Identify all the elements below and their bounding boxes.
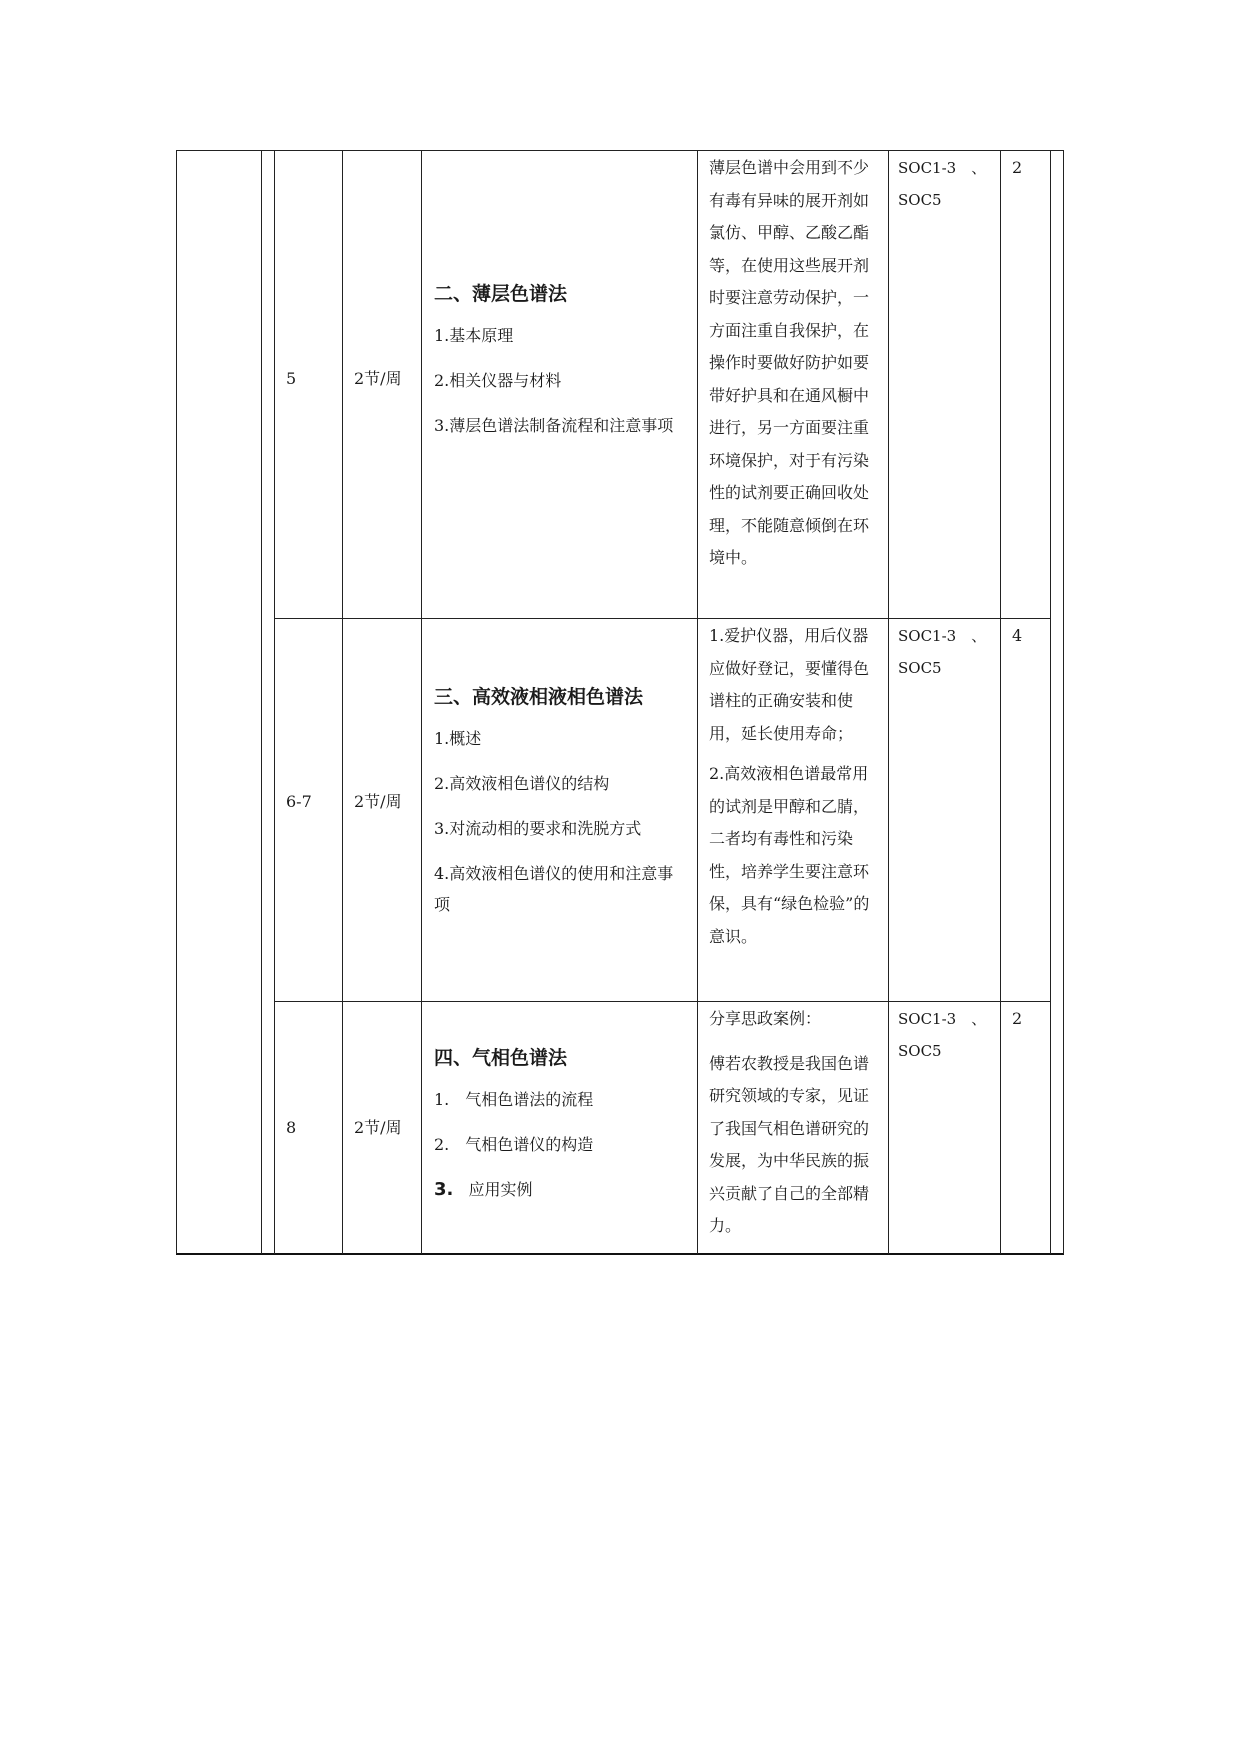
outcome-cell <box>898 152 998 216</box>
ideology-cell <box>709 152 880 583</box>
content-item: 3.薄层色谱法制备流程和注意事项 <box>434 416 674 435</box>
hours-cell: 2节/周 <box>354 369 402 388</box>
ideology-paragraph: 薄层色谱中会用到不少有毒有异味的展开剂如氯仿、甲醇、乙酸乙酯等，在使用这些展开剂时要注意劳动保护，一方面注重自我保护，在操作时要做好防护如要带好护具和在通风橱中进行，另一方面要注重环境保护，对于有污染性的试剂要正确回收处理，不能随意倾倒在环境中。 <box>709 158 870 567</box>
ideology-paragraph: 1.爱护仪器，用后仪器应做好登记，要懂得色谱柱的正确安装和使用，延长使用寿命； <box>709 626 870 743</box>
content-item: 1.概述 <box>434 729 482 748</box>
outcome-line: SOC5 <box>898 1042 942 1060</box>
content-item: 2.相关仪器与材料 <box>434 371 562 390</box>
outcome-line: SOC5 <box>898 191 942 209</box>
credit-cell: 2 <box>1012 158 1023 177</box>
outcome-line: SOC1-3 、 <box>898 627 987 645</box>
col-divider <box>1000 150 1001 1254</box>
outcome-line: SOC5 <box>898 659 942 677</box>
content-cell <box>434 683 688 934</box>
outcome-line: SOC1-3 、 <box>898 1010 987 1028</box>
row-separator <box>274 1001 1050 1002</box>
col-divider <box>888 150 889 1254</box>
content-item: 3.对流动相的要求和洗脱方式 <box>434 819 642 838</box>
col-divider <box>261 150 262 1254</box>
col-divider <box>421 150 422 1254</box>
credit-cell: 2 <box>1012 1009 1023 1028</box>
week-cell: 8 <box>286 1118 297 1137</box>
table-left-border <box>176 150 177 1254</box>
col-divider <box>697 150 698 1254</box>
content-item: 4.高效液相色谱仪的使用和注意事项 <box>434 864 674 914</box>
table-right-border <box>1063 150 1064 1254</box>
content-cell <box>434 1044 688 1219</box>
table-bottom-border <box>176 1253 1064 1255</box>
col-divider <box>1050 150 1051 1254</box>
col-divider <box>274 150 275 1254</box>
outcome-line: SOC1-3 、 <box>898 159 987 177</box>
credit-cell: 4 <box>1012 626 1023 645</box>
hours-cell: 2节/周 <box>354 792 402 811</box>
content-item <box>434 1174 688 1205</box>
ideology-paragraph: 傅若农教授是我国色谱研究领域的专家，见证了我国气相色谱研究的发展，为中华民族的振兴贡献了自己的全部精力。 <box>709 1053 870 1235</box>
ideology-paragraph: 2.高效液相色谱最常用的试剂是甲醇和乙腈，二者均有毒性和污染性，培养学生要注意环保，具有“绿色检验”的意识。 <box>709 764 870 946</box>
content-item: 2. 气相色谱仪的构造 <box>434 1135 594 1154</box>
section-title: 二、薄层色谱法 <box>434 283 568 305</box>
content-item: 1. 气相色谱法的流程 <box>434 1090 594 1109</box>
section-title: 四、气相色谱法 <box>434 1047 568 1069</box>
row-separator <box>274 618 1050 619</box>
content-item: 2.高效液相色谱仪的结构 <box>434 774 610 793</box>
hours-cell: 2节/周 <box>354 1118 402 1137</box>
item-text: 应用实例 <box>468 1180 533 1199</box>
col-divider <box>342 150 343 1254</box>
ideology-cell <box>709 620 880 961</box>
ideology-paragraph: 分享思政案例： <box>709 1009 822 1028</box>
section-title: 三、高效液相液相色谱法 <box>434 686 644 708</box>
week-cell: 5 <box>286 369 297 388</box>
outcome-cell <box>898 620 998 684</box>
item-number: 3. <box>434 1179 454 1200</box>
ideology-cell <box>709 1003 880 1251</box>
outcome-cell <box>898 1003 998 1067</box>
table-top-border <box>176 150 1064 151</box>
content-cell <box>434 280 688 455</box>
week-cell: 6-7 <box>286 792 312 811</box>
content-item: 1.基本原理 <box>434 326 514 345</box>
